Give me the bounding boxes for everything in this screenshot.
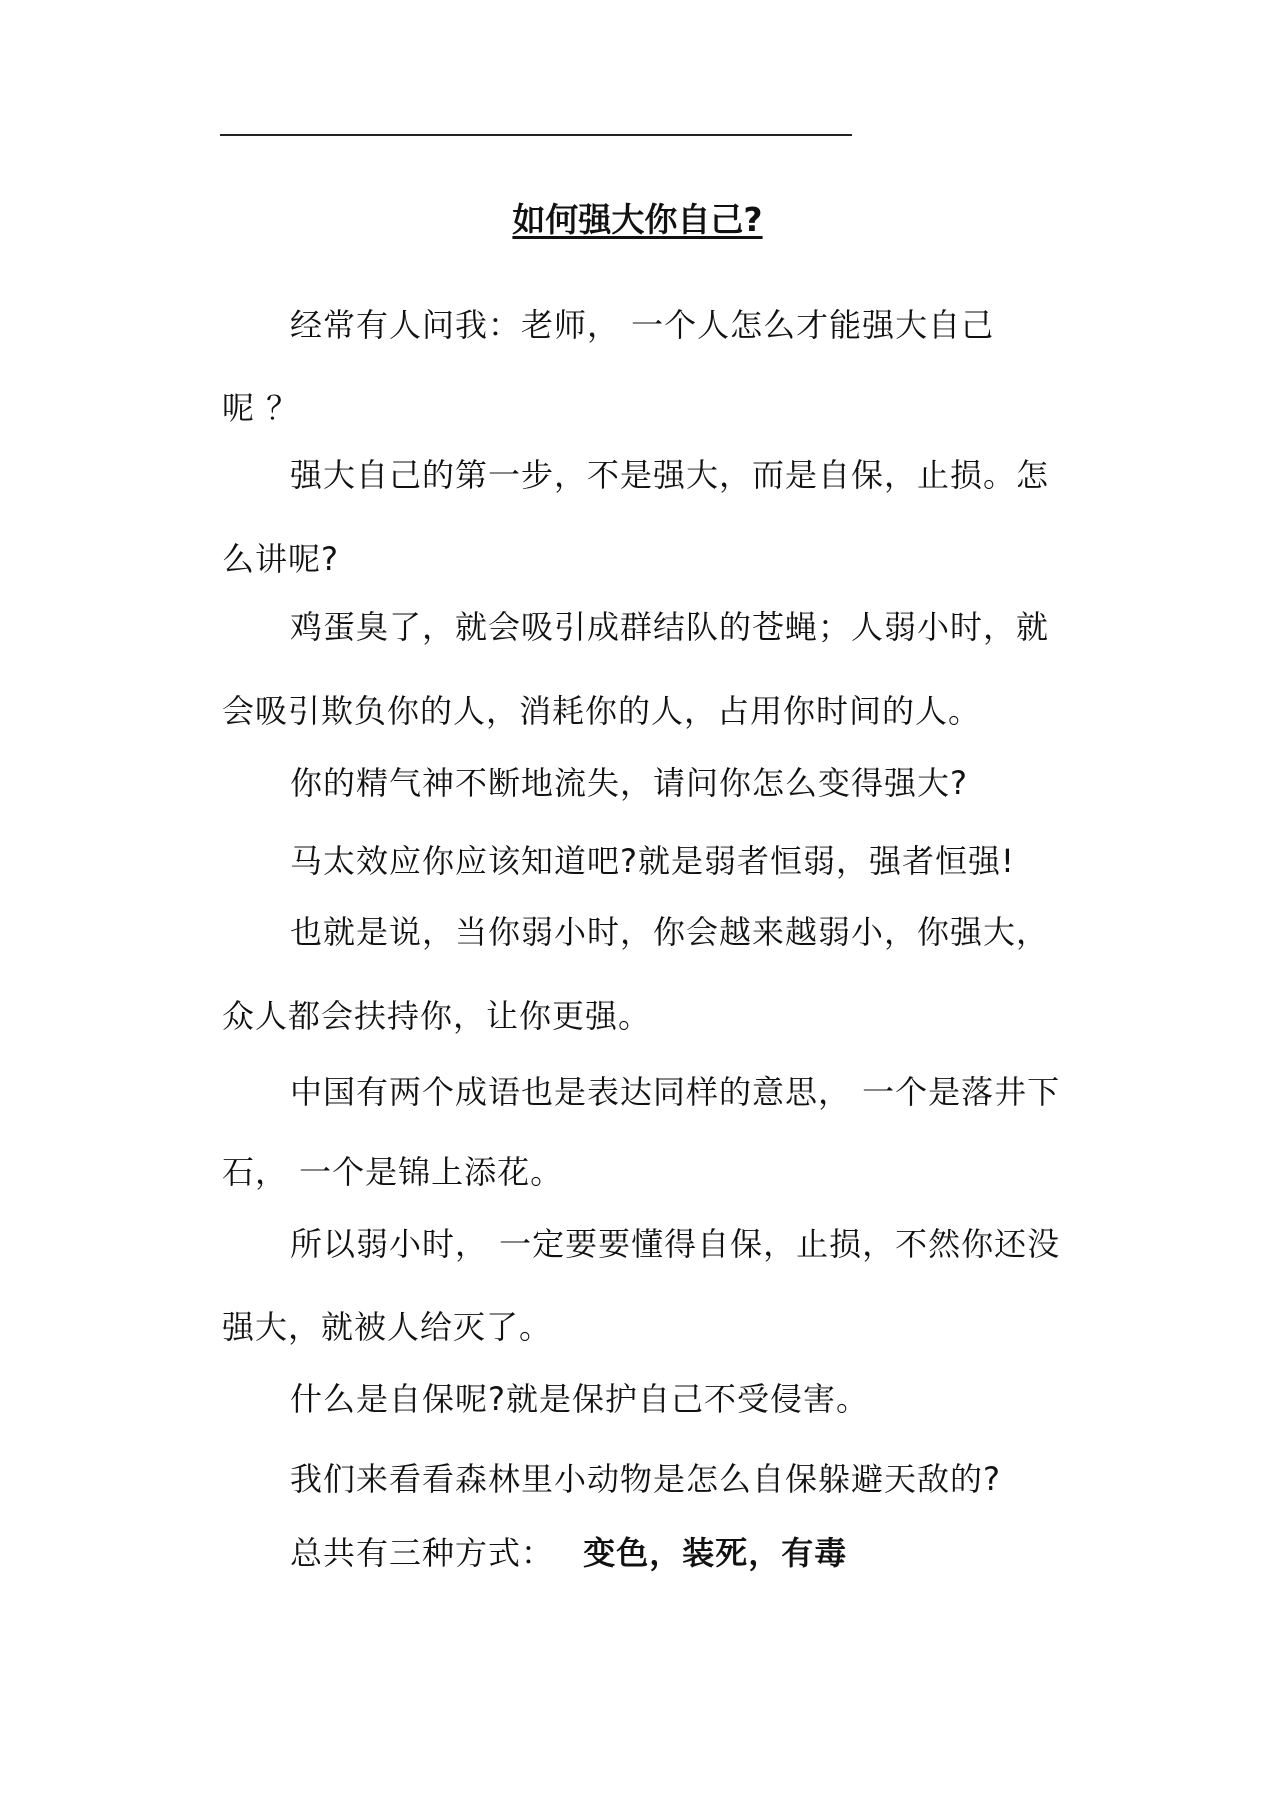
top-rule xyxy=(220,134,852,136)
paragraph-line: 所以弱小时， 一定要要懂得自保，止损，不然你还没 xyxy=(290,1225,1061,1263)
paragraph-line: 会吸引欺负你的人，消耗你的人，占用你时间的人。 xyxy=(222,692,982,730)
paragraph-line: 你的精气神不断地流失，请问你怎么变得强大? xyxy=(290,764,968,802)
paragraph-line-last xyxy=(290,1530,847,1576)
paragraph-line: 也就是说，当你弱小时，你会越来越弱小，你强大， xyxy=(290,913,1050,951)
last-line-bold: 变色，装死，有毒 xyxy=(583,1534,848,1572)
paragraph-line: 强大自己的第一步，不是强大，而是自保，止损。怎 xyxy=(290,456,1050,494)
paragraph-line: 经常有人问我：老师， 一个人怎么才能强大自己 xyxy=(290,306,995,344)
paragraph-line: 众人都会扶持你，让你更强。 xyxy=(222,997,652,1035)
paragraph-line: 石， 一个是锦上添花。 xyxy=(222,1153,564,1191)
paragraph-line: 马太效应你应该知道吧?就是弱者恒弱，强者恒强! xyxy=(290,842,1015,880)
paragraph-line: 呢 ？ xyxy=(222,389,300,427)
paragraph-line: 鸡蛋臭了，就会吸引成群结队的苍蝇；人弱小时，就 xyxy=(290,608,1050,646)
paragraph-line: 我们来看看森林里小动物是怎么自保躲避天敌的? xyxy=(290,1460,1001,1498)
document-title: 如何强大你自己? xyxy=(512,200,763,239)
last-line-prefix: 总共有三种方式： xyxy=(290,1534,555,1572)
paragraph-line: 什么是自保呢?就是保护自己不受侵害。 xyxy=(290,1380,869,1418)
paragraph-line: 中国有两个成语也是表达同样的意思， 一个是落井下 xyxy=(290,1073,1061,1111)
paragraph-line: 么讲呢? xyxy=(222,540,339,578)
paragraph-line: 强大，就被人给灭了。 xyxy=(222,1308,553,1346)
